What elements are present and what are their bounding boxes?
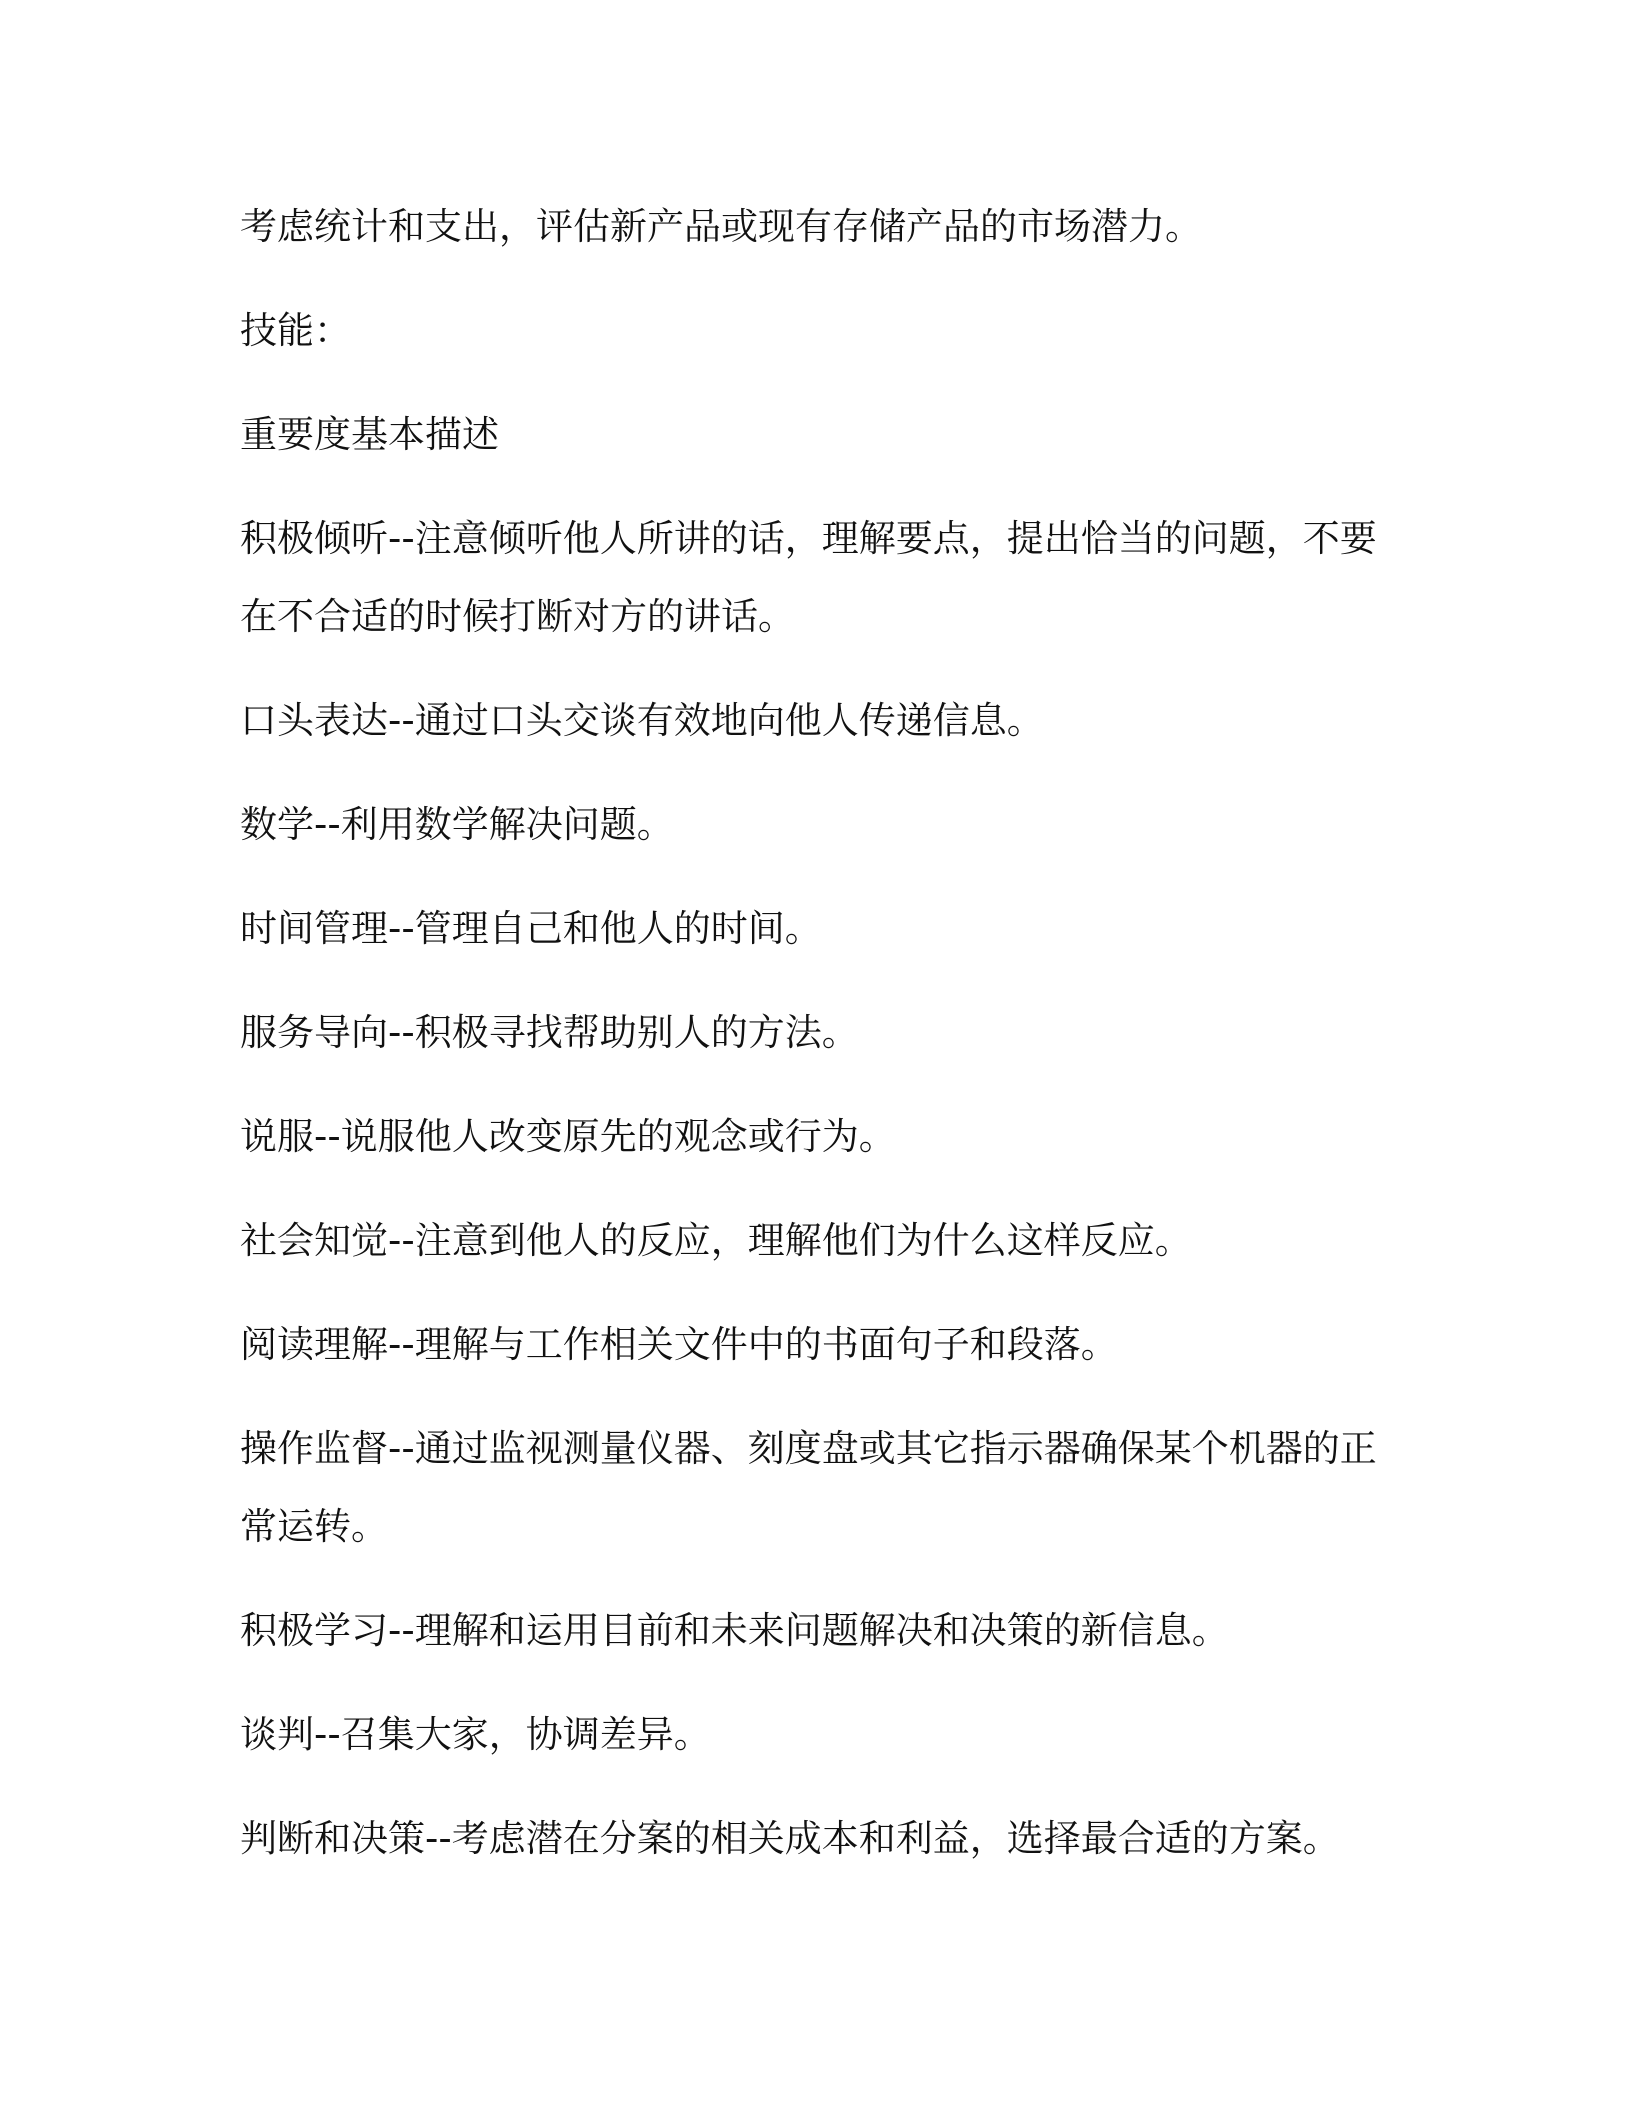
paragraph-skills-heading: 技能： xyxy=(240,309,351,352)
paragraph-reading-comprehension: 阅读理解--理解与工作相关文件中的书面句子和段落。 xyxy=(240,1323,1118,1366)
paragraph-judgment-decision: 判断和决策--考虑潜在分案的相关成本和利益，选择最合适的方案。 xyxy=(240,1817,1340,1860)
paragraph-operation-monitoring: 操作监督--通过监视测量仪器、刻度盘或其它指示器确保某个机器的正常运转。 xyxy=(240,1427,1377,1548)
paragraph-importance-header: 重要度基本描述 xyxy=(240,413,499,456)
paragraph-oral-expression: 口头表达--通过口头交谈有效地向他人传递信息。 xyxy=(240,699,1044,742)
paragraph-active-listening: 积极倾听--注意倾听他人所讲的话，理解要点，提出恰当的问题，不要在不合适的时候打断对方的讲话。 xyxy=(240,517,1377,638)
paragraph-time-management: 时间管理--管理自己和他人的时间。 xyxy=(240,907,822,950)
paragraph-active-learning: 积极学习--理解和运用目前和未来问题解决和决策的新信息。 xyxy=(240,1609,1229,1652)
document-body xyxy=(240,188,1400,1904)
paragraph-persuasion: 说服--说服他人改变原先的观念或行为。 xyxy=(240,1115,896,1158)
paragraph-service-orientation: 服务导向--积极寻找帮助别人的方法。 xyxy=(240,1011,859,1054)
paragraph-social-perceptiveness: 社会知觉--注意到他人的反应，理解他们为什么这样反应。 xyxy=(240,1219,1192,1262)
paragraph-negotiation: 谈判--召集大家，协调差异。 xyxy=(240,1713,711,1756)
paragraph-market-potential: 考虑统计和支出，评估新产品或现有存储产品的市场潜力。 xyxy=(240,205,1202,248)
paragraph-mathematics: 数学--利用数学解决问题。 xyxy=(240,803,674,846)
